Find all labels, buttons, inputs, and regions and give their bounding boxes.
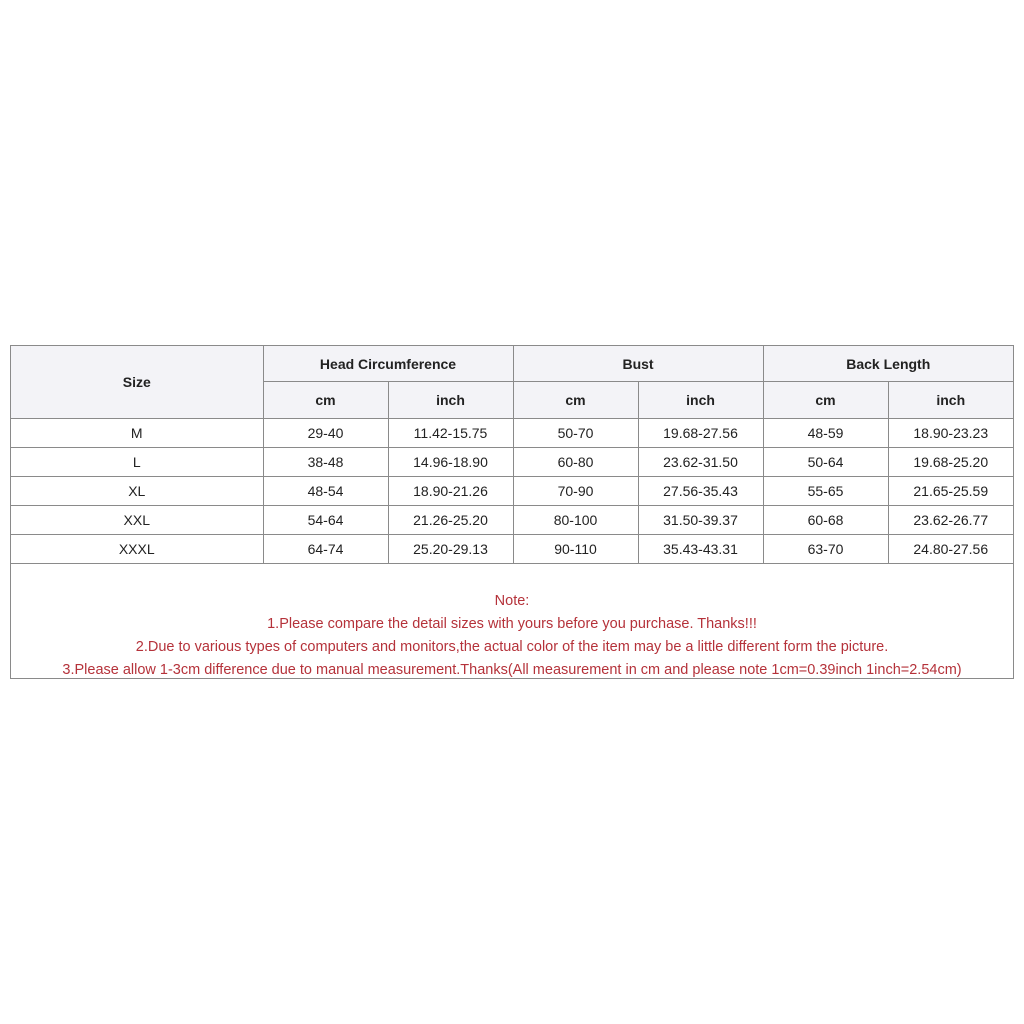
- measurement-cell: 55-65: [763, 477, 888, 506]
- measurement-cell: 18.90-21.26: [388, 477, 513, 506]
- size-cell: L: [11, 448, 263, 477]
- measurement-cell: 25.20-29.13: [388, 535, 513, 564]
- measurement-cell: 21.26-25.20: [388, 506, 513, 535]
- measurement-cell: 31.50-39.37: [638, 506, 763, 535]
- unit-header: cm: [763, 382, 888, 419]
- measurement-cell: 23.62-31.50: [638, 448, 763, 477]
- note-line-2: 2.Due to various types of computers and monitors,the actual color of the item may be a little different form the picture.: [135, 639, 889, 655]
- measurement-cell: 23.62-26.77: [888, 506, 1013, 535]
- measurement-cell: 11.42-15.75: [388, 419, 513, 448]
- measurement-cell: 50-70: [513, 419, 638, 448]
- note-line-1: 1.Please compare the detail sizes with yours before you purchase. Thanks!!!: [267, 616, 757, 632]
- notes: [11, 564, 1013, 682]
- measurement-cell: 48-54: [263, 477, 388, 506]
- size-cell: XXXL: [11, 535, 263, 564]
- table-row: [11, 535, 1013, 564]
- measurement-cell: 70-90: [513, 477, 638, 506]
- table-row: [11, 477, 1013, 506]
- size-cell: M: [11, 419, 263, 448]
- note-title: Note:: [494, 593, 530, 609]
- table-row: [11, 419, 1013, 448]
- measurement-cell: 27.56-35.43: [638, 477, 763, 506]
- measurement-cell: 21.65-25.59: [888, 477, 1013, 506]
- measurement-cell: 24.80-27.56: [888, 535, 1013, 564]
- measurement-cell: 48-59: [763, 419, 888, 448]
- table-row: [11, 448, 1013, 477]
- measurement-cell: 64-74: [263, 535, 388, 564]
- table-row: [11, 506, 1013, 535]
- measurement-cell: 29-40: [263, 419, 388, 448]
- measurement-cell: 90-110: [513, 535, 638, 564]
- unit-header: cm: [513, 382, 638, 419]
- size-table: [11, 346, 1013, 564]
- measurement-cell: 60-68: [763, 506, 888, 535]
- measurement-cell: 60-80: [513, 448, 638, 477]
- bust-header: Bust: [513, 346, 763, 382]
- size-cell: XXL: [11, 506, 263, 535]
- size-rows: [11, 419, 1013, 564]
- measurement-cell: 19.68-25.20: [888, 448, 1013, 477]
- head-circumference-header: Head Circumference: [263, 346, 513, 382]
- unit-header: inch: [388, 382, 513, 419]
- size-chart: [10, 345, 1014, 679]
- header-row-groups: [11, 346, 1013, 382]
- note-line-3: 3.Please allow 1-3cm difference due to manual measurement.Thanks(All measurement in cm and please note 1cm=0.39inch 1inch=2.54cm): [62, 662, 962, 678]
- measurement-cell: 18.90-23.23: [888, 419, 1013, 448]
- measurement-cell: 63-70: [763, 535, 888, 564]
- measurement-cell: 35.43-43.31: [638, 535, 763, 564]
- measurement-cell: 54-64: [263, 506, 388, 535]
- measurement-cell: 80-100: [513, 506, 638, 535]
- unit-header: inch: [888, 382, 1013, 419]
- measurement-cell: 50-64: [763, 448, 888, 477]
- unit-header: inch: [638, 382, 763, 419]
- size-header: Size: [11, 346, 263, 419]
- measurement-cell: 19.68-27.56: [638, 419, 763, 448]
- unit-header: cm: [263, 382, 388, 419]
- back-length-header: Back Length: [763, 346, 1013, 382]
- measurement-cell: 38-48: [263, 448, 388, 477]
- size-cell: XL: [11, 477, 263, 506]
- measurement-cell: 14.96-18.90: [388, 448, 513, 477]
